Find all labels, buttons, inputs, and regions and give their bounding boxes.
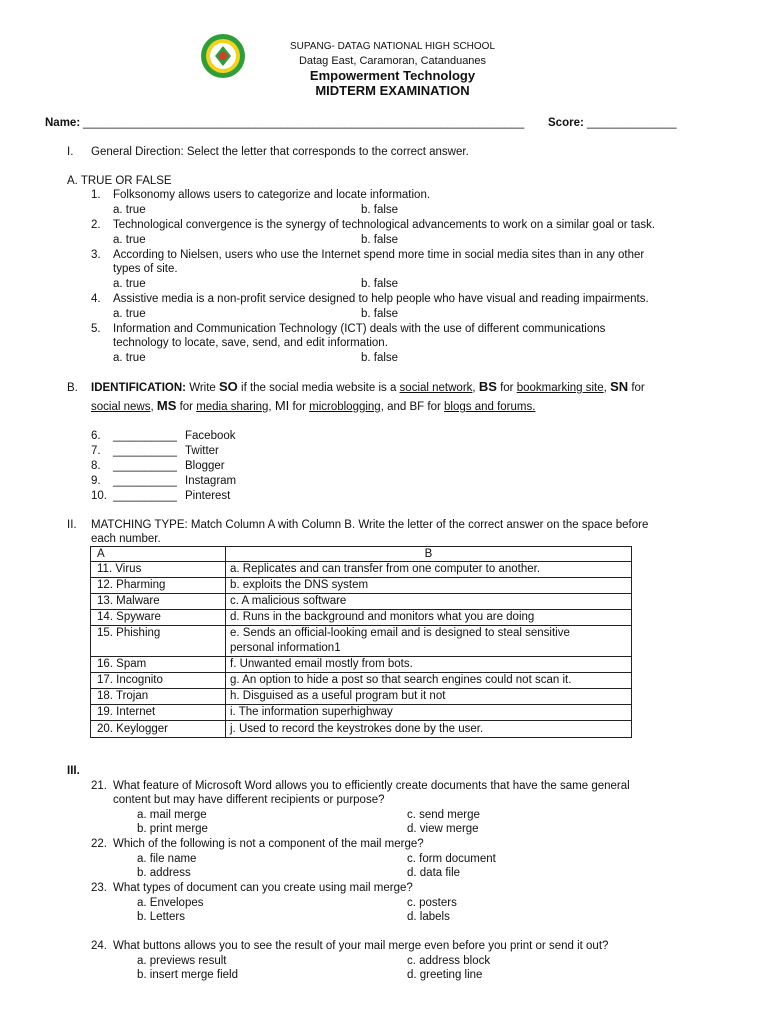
code-ms: MS: [156, 398, 177, 413]
ident-text-for2: for: [631, 382, 645, 394]
school-seal-icon: [200, 33, 246, 79]
tf-item-3-question-line2: types of site.: [113, 263, 178, 275]
score-label: Score:: [548, 117, 584, 129]
ident-title: IDENTIFICATION:: [91, 382, 186, 394]
term-cell: 15. Phishing: [91, 626, 226, 657]
ident-item-7-blank[interactable]: __________: [113, 445, 177, 457]
part2-number: II.: [67, 519, 77, 531]
tf-item-5-choice-b[interactable]: b. false: [361, 352, 399, 364]
ident-text-and: , and BF for: [380, 401, 441, 413]
tf-item-2-number: 2.: [91, 219, 101, 231]
q24-question: What buttons allows you to see the result of your mail merge even before you print or send it out?: [113, 940, 609, 952]
school-address: Datag East, Caramoran, Catanduanes: [298, 55, 487, 67]
score-line[interactable]: ______________: [587, 117, 677, 129]
table-row: [91, 705, 632, 721]
definition-cell: i. The information superhighway: [226, 705, 632, 721]
q21-number: 21.: [91, 780, 107, 792]
definition-cell: j. Used to record the keystrokes done by the user.: [226, 721, 632, 738]
term-cell: 11. Virus: [91, 562, 226, 578]
tf-item-2-choice-b[interactable]: b. false: [361, 234, 399, 246]
table-row: [91, 673, 632, 689]
table-row: [91, 562, 632, 578]
ident-text-for: for: [500, 382, 514, 394]
q21-choice-a[interactable]: a. mail merge: [137, 809, 207, 821]
q21-choice-c[interactable]: c. send merge: [407, 809, 480, 821]
keyword-bookmarking-site: bookmarking site: [516, 382, 604, 394]
q23-choice-d[interactable]: d. labels: [407, 911, 450, 923]
q23-number: 23.: [91, 882, 107, 894]
q24-number: 24.: [91, 940, 107, 952]
column-b-header: B: [226, 547, 632, 562]
tf-item-1-choice-b[interactable]: b. false: [361, 204, 399, 216]
keyword-microblogging: microblogging: [309, 401, 381, 413]
part3-number: III.: [67, 765, 80, 777]
ident-item-10-text: Pinterest: [185, 490, 231, 502]
tf-item-2-choice-a[interactable]: a. true: [113, 234, 146, 246]
tf-item-3-number: 3.: [91, 249, 101, 261]
tf-item-2-question: Technological convergence is the synergy of technological advancements to work on a similar goal or task.: [113, 219, 656, 231]
q21-question-line1: What feature of Microsoft Word allows you to efficiently create documents that have the same general: [113, 780, 630, 792]
ident-text-for4: for: [292, 401, 306, 413]
tf-item-4-number: 4.: [91, 293, 101, 305]
table-row: [91, 721, 632, 738]
definition-cell: c. A malicious software: [226, 594, 632, 610]
ident-label: B.: [67, 382, 78, 394]
term-cell: 16. Spam: [91, 657, 226, 673]
part1-number: I.: [67, 146, 74, 158]
school-name: SUPANG- DATAG NATIONAL HIGH SCHOOL: [289, 41, 496, 52]
ident-item-7-number: 7.: [91, 445, 101, 457]
term-cell: 17. Incognito: [91, 673, 226, 689]
term-cell: 14. Spyware: [91, 610, 226, 626]
ident-item-7-text: Twitter: [185, 445, 219, 457]
code-mi: MI: [274, 398, 290, 413]
name-line[interactable]: _____________________________________________________________________: [83, 117, 525, 129]
table-row: [91, 626, 632, 657]
keyword-social-news: social news: [91, 401, 151, 413]
q23-choice-c[interactable]: c. posters: [407, 897, 457, 909]
keyword-media-sharing: media sharing: [196, 401, 269, 413]
q24-choice-c[interactable]: c. address block: [407, 955, 491, 967]
code-sn: SN: [610, 379, 629, 394]
q24-choice-d[interactable]: d. greeting line: [407, 969, 483, 981]
tf-heading: A. TRUE OR FALSE: [67, 175, 172, 187]
q23-question: What types of document can you create using mail merge?: [113, 882, 413, 894]
ident-item-8-number: 8.: [91, 460, 101, 472]
ident-item-6-number: 6.: [91, 430, 101, 442]
ident-item-6-text: Facebook: [185, 430, 236, 442]
term-cell: 18. Trojan: [91, 689, 226, 705]
tf-item-1-question: Folksonomy allows users to categorize and locate information.: [113, 189, 431, 201]
definition-cell: [226, 626, 632, 657]
q23-choice-b[interactable]: b. Letters: [137, 911, 185, 923]
q24-choice-a[interactable]: a. previews result: [137, 955, 227, 967]
q22-number: 22.: [91, 838, 107, 850]
tf-item-5-number: 5.: [91, 323, 101, 335]
subject-title: Empowerment Technology: [309, 68, 476, 83]
ident-item-10-blank[interactable]: __________: [113, 490, 177, 502]
column-a-header: A: [91, 547, 226, 562]
q24-choice-b[interactable]: b. insert merge field: [137, 969, 238, 981]
keyword-blogs-forums: blogs and forums.: [444, 401, 536, 413]
tf-item-3-choice-a[interactable]: a. true: [113, 278, 146, 290]
definition-line: e. Sends an official-looking email and is designed to steal sensitive: [230, 627, 570, 639]
ident-text-for3: for: [179, 401, 193, 413]
general-direction: General Direction: Select the letter that corresponds to the correct answer.: [91, 146, 469, 158]
tf-item-1-number: 1.: [91, 189, 101, 201]
definition-cell: g. An option to hide a post so that search engines could not scan it.: [226, 673, 632, 689]
table-row: [91, 594, 632, 610]
q21-choice-b[interactable]: b. print merge: [137, 823, 208, 835]
tf-item-4-question: Assistive media is a non-profit service designed to help people who have visual and reading impairments.: [113, 293, 649, 305]
q22-choice-b[interactable]: b. address: [137, 867, 191, 879]
code-bs: BS: [478, 379, 497, 394]
ident-item-10-number: 10.: [91, 490, 107, 502]
tf-item-3-question-line1: According to Nielsen, users who use the Internet spend more time in social media sites than in any other: [113, 249, 645, 261]
tf-item-5-question-line1: Information and Communication Technology (ICT) deals with the use of different communications: [113, 323, 606, 335]
tf-item-1-choice-a[interactable]: a. true: [113, 204, 146, 216]
definition-cell: b. exploits the DNS system: [226, 578, 632, 594]
tf-item-5-choice-a[interactable]: a. true: [113, 352, 146, 364]
q21-question-line2: content but may have different recipients or purpose?: [113, 794, 385, 806]
table-row: [91, 689, 632, 705]
table-row: [91, 657, 632, 673]
q22-choice-c[interactable]: c. form document: [407, 853, 496, 865]
table-row: [91, 610, 632, 626]
ident-item-6-blank[interactable]: __________: [113, 430, 177, 442]
ident-item-9-text: Instagram: [185, 475, 237, 487]
q23-choice-a[interactable]: a. Envelopes: [137, 897, 204, 909]
q21-choice-d[interactable]: d. view merge: [407, 823, 479, 835]
definition-cell: d. Runs in the background and monitors what you are doing: [226, 610, 632, 626]
exam-title: MIDTERM EXAMINATION: [315, 83, 470, 98]
ident-write: Write: [189, 382, 216, 394]
q22-choice-a[interactable]: a. file name: [137, 853, 197, 865]
table-row: [91, 578, 632, 594]
definition-line: personal information1: [230, 642, 341, 654]
definition-cell: f. Unwanted email mostly from bots.: [226, 657, 632, 673]
term-cell: 13. Malware: [91, 594, 226, 610]
matching-table: [90, 546, 632, 738]
ident-text-if: if the social media website is a: [241, 382, 397, 394]
ident-item-9-number: 9.: [91, 475, 101, 487]
tf-item-4-choice-a[interactable]: a. true: [113, 308, 146, 320]
tf-item-3-choice-b[interactable]: b. false: [361, 278, 399, 290]
ident-direction-line1: IDENTIFICATION: Write SO if the social media website is a social network, BS for bookmarking site, SN for: [91, 379, 645, 394]
keyword-social-network: social network: [399, 382, 473, 394]
name-label: Name:: [45, 117, 81, 129]
definition-cell: h. Disguised as a useful program but it not: [226, 689, 632, 705]
ident-item-9-blank[interactable]: __________: [113, 475, 177, 487]
term-cell: 20. Keylogger: [91, 721, 226, 738]
tf-item-4-choice-b[interactable]: b. false: [361, 308, 399, 320]
q22-question: Which of the following is not a component of the mail merge?: [113, 838, 424, 850]
table-header-row: [91, 547, 632, 562]
matching-direction-line2: each number.: [91, 533, 161, 545]
q22-choice-d[interactable]: d. data file: [407, 867, 461, 879]
ident-item-8-text: Blogger: [185, 460, 225, 472]
term-cell: 12. Pharming: [91, 578, 226, 594]
ident-direction-line2: social news, MS for media sharing, MI for microblogging, and BF for blogs and forums.: [91, 398, 536, 413]
definition-cell: a. Replicates and can transfer from one computer to another.: [226, 562, 632, 578]
code-so: SO: [219, 379, 238, 394]
ident-item-8-blank[interactable]: __________: [113, 460, 177, 472]
matching-direction-line1: MATCHING TYPE: Match Column A with Column B. Write the letter of the correct answer on the space before: [91, 519, 649, 531]
tf-item-5-question-line2: technology to locate, save, send, and edit information.: [113, 337, 388, 349]
term-cell: 19. Internet: [91, 705, 226, 721]
